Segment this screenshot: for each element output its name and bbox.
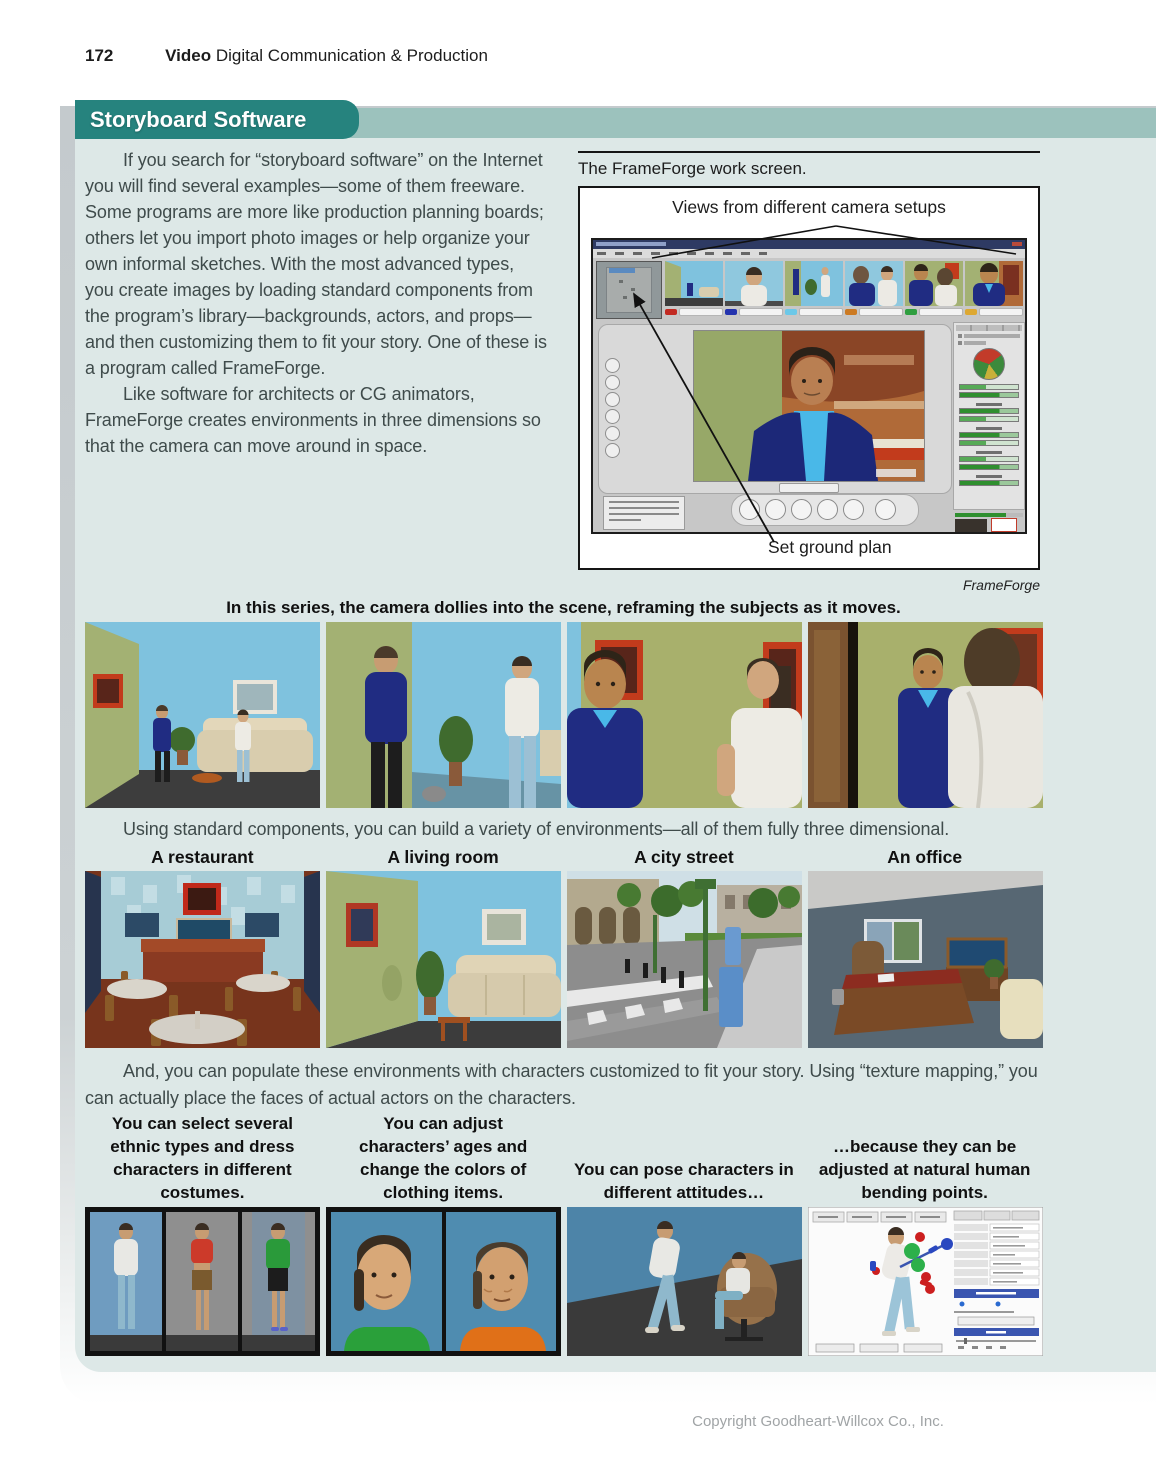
- figure-title: The FrameForge work screen.: [578, 159, 807, 178]
- shot-color-chip: [905, 309, 917, 315]
- mini-preview: [955, 519, 987, 532]
- camera-view-2: [725, 261, 783, 319]
- current-shot-viewport: [693, 330, 925, 482]
- environment-label: A living room: [387, 847, 499, 867]
- intro-text: [85, 147, 547, 459]
- shot-color-chip: [965, 309, 977, 315]
- callout-ground-plan-label: Set ground plan: [768, 537, 892, 557]
- shot-color-chip: [785, 309, 797, 315]
- character-costumes-image: [85, 1207, 320, 1356]
- environment-labels: [85, 847, 1042, 868]
- environment-office: [808, 871, 1043, 1048]
- shot-info-box: [603, 496, 685, 530]
- store-shot-button: [919, 308, 963, 316]
- camera-view-5: [905, 261, 963, 319]
- shot-color-chip: [725, 309, 737, 315]
- characters-row: [85, 1207, 1042, 1356]
- characters-intro: [85, 1058, 1053, 1112]
- slider: [959, 392, 1019, 398]
- camera-view-1: [665, 261, 723, 319]
- camera-control-button: [765, 499, 786, 520]
- camera-control-button: [843, 499, 864, 520]
- store-shot-button: [739, 308, 783, 316]
- checkbox-row: [958, 334, 1020, 338]
- dolly-frame-1: [85, 622, 320, 808]
- selection-box: [991, 518, 1017, 532]
- tool-button: [605, 426, 620, 441]
- tool-button: [605, 409, 620, 424]
- tool-button: [605, 358, 620, 373]
- slider: [959, 440, 1019, 446]
- checkbox-row: [958, 341, 986, 345]
- section-title-tab: Storyboard Software: [75, 100, 359, 139]
- slider: [959, 416, 1019, 422]
- camera-view-6: [965, 261, 1023, 319]
- ground-plan-panel: [596, 261, 662, 319]
- workscreen-figure: [578, 186, 1040, 570]
- slider: [959, 384, 1019, 390]
- slider: [959, 432, 1019, 438]
- camera-view-3: [785, 261, 843, 319]
- dolly-frame-4: [808, 622, 1043, 808]
- character-caption: You can pose characters in different attitudes…: [573, 1160, 794, 1202]
- camera-view-thumbnails: [665, 261, 1025, 319]
- character-caption: You can select several ethnic types and dress characters in different costumes.: [110, 1114, 295, 1202]
- camera-control-button: [791, 499, 812, 520]
- environments-intro: Using standard components, you can build a variety of environments—all of them fully three dimensional.: [123, 819, 950, 839]
- shot-color-chip: [845, 309, 857, 315]
- store-shot-button: [979, 308, 1023, 316]
- close-icon: [1012, 242, 1022, 246]
- running-head-rest: Digital Communication & Production: [215, 46, 488, 65]
- app-menu-bar: [593, 249, 1025, 258]
- shot-color-chip: [665, 309, 677, 315]
- character-ages-image: [326, 1207, 561, 1356]
- dolly-series-caption: In this series, the camera dollies into the scene, reframing the subjects as it moves.: [226, 598, 901, 617]
- camera-control-button: [739, 499, 760, 520]
- store-shot-button: [779, 483, 839, 493]
- store-shot-button: [859, 308, 903, 316]
- figure-rule: [578, 151, 1040, 153]
- progress-bar: [955, 513, 1023, 517]
- slider: [959, 480, 1019, 486]
- running-head: [85, 46, 488, 66]
- paragraph: If you search for “storyboard software” on the Internet you will find several examples—some of them freeware. Some programs are more like production planning boards; others let you import photo images or help organize your own informal sketches. With the most advanced types, you create images by loading standard components from the program’s library—backgrounds, actors, and props—and then customizing them to fit your story. One of these is a program called FrameForge.: [85, 150, 547, 378]
- store-shot-button: [679, 308, 723, 316]
- slider: [959, 456, 1019, 462]
- character-poses-image: [567, 1207, 802, 1356]
- dolly-frame-3: [567, 622, 802, 808]
- environment-label: A restaurant: [151, 847, 254, 867]
- environment-city-street: [567, 871, 802, 1048]
- camera-control-button: [817, 499, 838, 520]
- environment-living-room: [326, 871, 561, 1048]
- lighting-controls-panel: [953, 322, 1025, 510]
- pose-editor-dialog: [808, 1207, 1043, 1356]
- tool-button: [605, 392, 620, 407]
- environment-restaurant: [85, 871, 320, 1048]
- running-head-bold: Video: [165, 46, 212, 65]
- store-shot-button: [799, 308, 843, 316]
- compass-rose: [973, 348, 1005, 380]
- slider: [959, 464, 1019, 470]
- figure-credit: FrameForge: [962, 577, 1040, 593]
- environment-label: An office: [887, 847, 963, 867]
- environments-row: [85, 871, 1042, 1048]
- panel-tabs: [956, 325, 1022, 331]
- dolly-frame-2: [326, 622, 561, 808]
- paragraph: And, you can populate these environments with characters customized to fit your story. Using “texture mapping,” you can actually place the faces of actual actors on the characters.: [85, 1061, 1038, 1108]
- app-title-bar: [593, 240, 1025, 249]
- copyright-line: Copyright Goodheart-Willcox Co., Inc.: [692, 1413, 944, 1430]
- environment-label: A city street: [634, 847, 734, 867]
- character-captions: [85, 1114, 1042, 1204]
- camera-view-4: [845, 261, 903, 319]
- slider: [959, 408, 1019, 414]
- character-caption: …because they can be adjusted at natural human bending points.: [818, 1137, 1031, 1202]
- paragraph: Like software for architects or CG animators, FrameForge creates environments in three dimensions so that the camera can move around in space.: [85, 384, 541, 456]
- callout-views-label: Views from different camera setups: [672, 197, 946, 217]
- tool-button: [605, 375, 620, 390]
- tool-button: [605, 443, 620, 458]
- dolly-series-row: [85, 622, 1042, 808]
- camera-control-button: [875, 499, 896, 520]
- page-number: 172: [85, 46, 114, 65]
- character-caption: You can adjust characters’ ages and change the colors of clothing items.: [359, 1114, 528, 1202]
- frameforge-app-window: [591, 238, 1027, 534]
